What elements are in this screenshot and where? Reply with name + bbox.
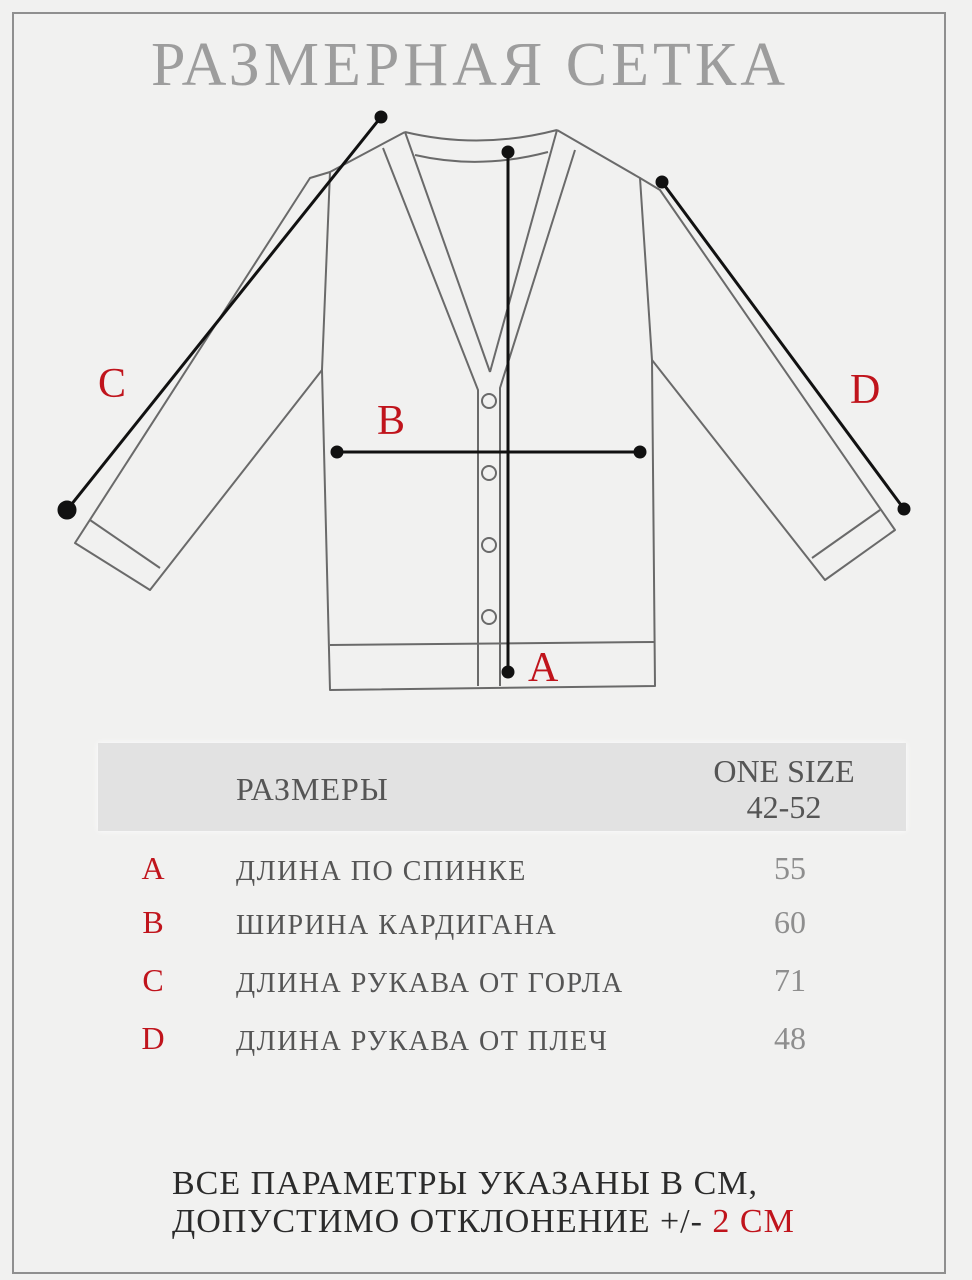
cardigan-placket-right-inner (490, 130, 557, 372)
table-row (0, 850, 972, 900)
cardigan-placket-right (500, 150, 575, 686)
row-letter: A (141, 850, 165, 886)
cardigan-hem (330, 642, 655, 645)
right-sleeve-cuff (812, 510, 880, 558)
cardigan-collar-inner (415, 152, 548, 162)
footer-line2-prefix: ДОПУСТИМО ОТКЛОНЕНИЕ +/- (172, 1203, 713, 1240)
footer-line2 (172, 1203, 795, 1241)
row-value: 71 (774, 962, 806, 998)
button (482, 466, 496, 480)
diagram-label-b: B (377, 398, 406, 444)
row-value: 48 (774, 1020, 806, 1056)
diagram-label-d: D (850, 367, 881, 413)
size-header-value-line2: 42-52 (746, 789, 822, 825)
measure-point (376, 112, 386, 122)
cardigan-collar (405, 130, 557, 141)
row-value: 60 (774, 904, 806, 940)
footer-line1: ВСЕ ПАРАМЕТРЫ УКАЗАНЫ В СМ, (172, 1165, 759, 1202)
diagram-label-c: C (98, 361, 127, 407)
measure-point (657, 177, 667, 187)
table-row (0, 1020, 972, 1070)
row-label: ДЛИНА РУКАВА ОТ ПЛЕЧ (236, 1026, 609, 1057)
left-sleeve-cuff (90, 520, 160, 568)
measure-point (503, 667, 513, 677)
table-row (0, 904, 972, 954)
cardigan-placket-left-inner (405, 132, 490, 372)
footer-line2-accent: 2 СМ (712, 1203, 795, 1240)
button (482, 538, 496, 552)
footer-note (172, 1165, 795, 1241)
row-letter: D (141, 1020, 165, 1056)
size-table-header (98, 743, 906, 831)
size-header-value-line1: ONE SIZE (713, 753, 855, 789)
size-header-label: РАЗМЕРЫ (236, 771, 389, 807)
measure-point (899, 504, 909, 514)
button (482, 394, 496, 408)
measure-point (503, 147, 513, 157)
page-title: РАЗМЕРНАЯ СЕТКА (151, 31, 789, 99)
row-value: 55 (774, 850, 806, 886)
measure-point (332, 447, 342, 457)
cardigan-body-outline (322, 130, 655, 690)
measure-line-d (662, 182, 904, 509)
row-label: ДЛИНА РУКАВА ОТ ГОРЛА (236, 968, 624, 999)
row-letter: B (142, 904, 164, 940)
diagram-label-a: A (528, 645, 559, 691)
table-row (0, 962, 972, 1012)
button (482, 610, 496, 624)
measure-point (635, 447, 645, 457)
measure-point (59, 502, 75, 518)
row-label: ШИРИНА КАРДИГАНА (236, 910, 558, 941)
row-letter: C (142, 962, 164, 998)
row-label: ДЛИНА ПО СПИНКЕ (236, 856, 527, 887)
size-header-value (704, 753, 864, 825)
